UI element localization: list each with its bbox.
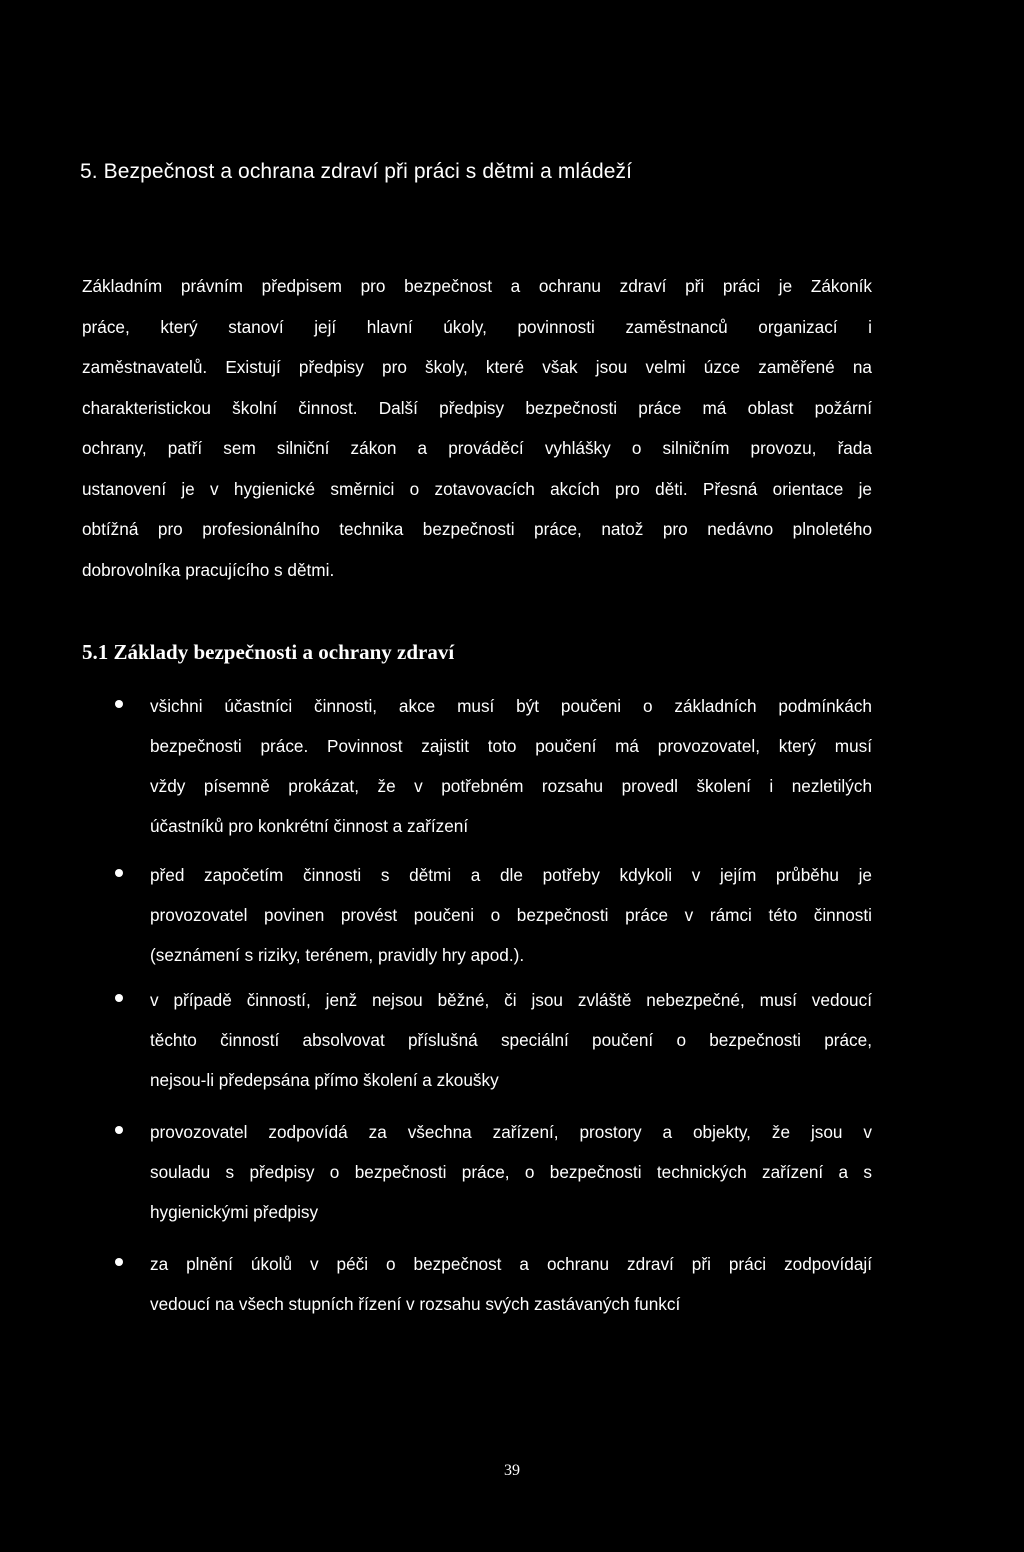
- list-item-text: [150, 1244, 872, 1324]
- paragraph-line: práce, který stanoví její hlavní úkoly, povinnosti zaměstnanců organizací i: [82, 316, 872, 337]
- list-item-text: [150, 855, 872, 975]
- bullet-icon: [115, 869, 123, 877]
- paragraph-line: zaměstnavatelů. Existují předpisy pro školy, které však jsou velmi úzce zaměřené na: [82, 357, 872, 377]
- list-item-line: nejsou-li předepsána přímo školení a zkoušky: [150, 1070, 499, 1090]
- paragraph-line: ochrany, patří sem silniční zákon a prováděcí vyhlášky o silničním provozu, řada: [82, 438, 872, 458]
- list-item-line: těchto činností absolvovat příslušná speciální poučení o bezpečnosti práce,: [150, 1030, 872, 1050]
- bullet-icon: [115, 700, 123, 708]
- list-item-line: vždy písemně prokázat, že v potřebném rozsahu provedl školení i nezletilých: [150, 776, 872, 796]
- paragraph-line: charakteristickou školní činnost. Další předpisy bezpečnosti práce má oblast požární: [82, 397, 872, 418]
- list-item-line: provozovatel zodpovídá za všechna zařízení, prostory a objekty, že jsou v: [150, 1122, 872, 1142]
- section-heading: 5. Bezpečnost a ochrana zdraví při práci s dětmi a mládeží: [80, 160, 633, 183]
- list-item-text: [150, 1112, 872, 1232]
- list-item-text: [150, 980, 872, 1100]
- page-number: 39: [504, 1462, 520, 1479]
- list-item-line: provozovatel povinen provést poučeni o bezpečnosti práce v rámci této činnosti: [150, 905, 872, 925]
- intro-paragraph: [82, 266, 872, 590]
- bullet-icon: [115, 1258, 123, 1266]
- list-item-line: vedoucí na všech stupních řízení v rozsahu svých zastávaných funkcí: [150, 1294, 681, 1314]
- list-item-line: bezpečnosti práce. Povinnost zajistit toto poučení má provozovatel, který musí: [150, 736, 872, 756]
- list-item-line: (seznámení s riziky, terénem, pravidly hry apod.).: [150, 945, 525, 965]
- bullet-icon: [115, 1126, 123, 1134]
- list-item-line: v případě činností, jenž nejsou běžné, či jsou zvláště nebezpečné, musí vedoucí: [150, 990, 872, 1010]
- bullet-icon: [115, 994, 123, 1002]
- paragraph-line: dobrovolníka pracujícího s dětmi.: [82, 559, 335, 580]
- subsection-heading: 5.1 Základy bezpečnosti a ochrany zdraví: [82, 640, 455, 664]
- paragraph-line: obtížná pro profesionálního technika bezpečnosti práce, natož pro nedávno plnoletého: [82, 519, 872, 539]
- list-item-text: [150, 686, 872, 846]
- list-item-line: souladu s předpisy o bezpečnosti práce, o bezpečnosti technických zařízení a s: [150, 1162, 872, 1182]
- list-item-line: všichni účastníci činnosti, akce musí být poučeni o základních podmínkách: [150, 696, 872, 716]
- paragraph-line: ustanovení je v hygienické směrnici o zotavovacích akcích pro děti. Přesná orientace je: [82, 478, 872, 499]
- list-item-line: účastníků pro konkrétní činnost a zařízení: [150, 816, 469, 836]
- paragraph-line: Základním právním předpisem pro bezpečnost a ochranu zdraví při práci je Zákoník: [82, 276, 872, 296]
- list-item-line: před započetím činnosti s dětmi a dle potřeby kdykoli v jejím průběhu je: [150, 865, 872, 885]
- list-item-line: za plnění úkolů v péči o bezpečnost a ochranu zdraví při práci zodpovídají: [150, 1254, 872, 1274]
- list-item-line: hygienickými předpisy: [150, 1202, 319, 1222]
